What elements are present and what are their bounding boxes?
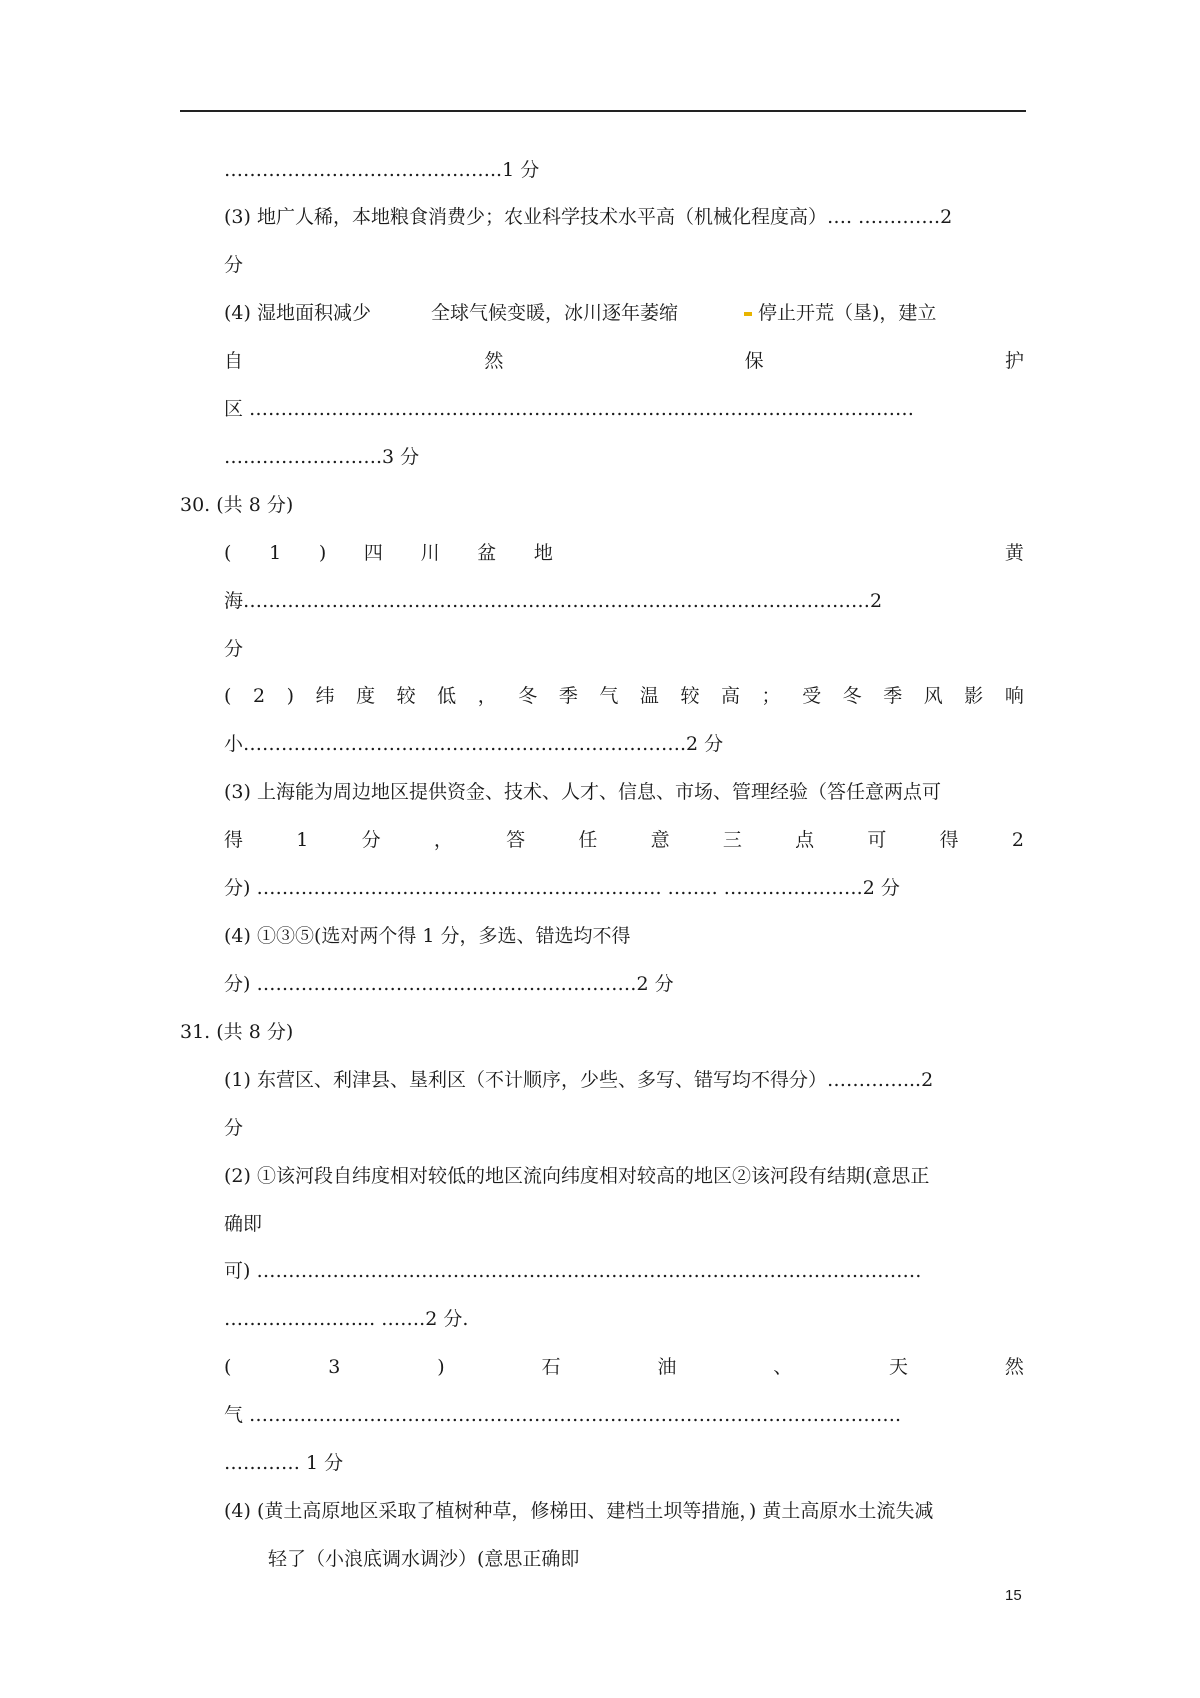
word: 川: [420, 542, 440, 564]
word: 纬: [315, 685, 335, 707]
word: 冬: [842, 685, 862, 707]
word: ): [318, 542, 327, 564]
word: 风: [923, 685, 943, 707]
answer-line: 确即: [224, 1213, 263, 1235]
word: 受: [802, 685, 822, 707]
answer-line: 小…………………………………………………………….2 分: [224, 733, 724, 755]
word: 黄: [1004, 542, 1024, 564]
word: 石: [541, 1356, 561, 1378]
word: 护: [1004, 350, 1024, 372]
word: 意: [650, 829, 670, 851]
answer-segment: (4) 湿地面积减少: [224, 302, 371, 324]
answer-line: 区 ……………………………………………………………………………………………: [224, 398, 915, 420]
word: ，: [477, 685, 497, 707]
word: 油: [657, 1356, 677, 1378]
word: 可: [867, 829, 887, 851]
word: 、: [773, 1356, 793, 1378]
word: 温: [639, 685, 659, 707]
answer-line: (3) 地广人稀，本地粮食消费少；农业科学技术水平高（机械化程度高）…. ………….2: [224, 206, 953, 228]
word: 任: [578, 829, 598, 851]
answer-line: 分: [224, 254, 244, 276]
word: (: [224, 685, 232, 707]
word: ): [286, 685, 294, 707]
word: 3: [328, 1356, 341, 1378]
word: 冬: [518, 685, 538, 707]
word: 然: [484, 350, 504, 372]
word: 三: [722, 829, 742, 851]
word: 盆: [477, 542, 497, 564]
word: 较: [396, 685, 416, 707]
answer-line: (1) 东营区、利津县、垦利区（不计顺序，少些、多写、错写均不得分）…………...2: [224, 1069, 934, 1091]
word: 较: [680, 685, 700, 707]
word: 天: [889, 1356, 909, 1378]
header-rule: [180, 110, 1026, 112]
justified-line: [224, 540, 1024, 566]
justified-line: [224, 827, 1024, 853]
answer-line: 可) ……………………………………………………………………………………………: [224, 1260, 922, 1282]
word: ；: [761, 685, 781, 707]
answer-line: ……………………………………..1 分: [224, 159, 540, 181]
answer-line: 分) ………………………………………………………. …….. ………………….2 分: [224, 877, 900, 899]
answer-line: 轻了（小浪底调水调沙）(意思正确即: [268, 1548, 580, 1570]
answer-line: 海………………………………………………………………………………………2: [224, 590, 883, 612]
word: 四: [363, 542, 383, 564]
question-heading: 31. (共 8 分): [180, 1021, 294, 1043]
word: 然: [1004, 1356, 1024, 1378]
justified-line: [224, 348, 1024, 374]
answer-line: (4) (黄土高原地区采取了植树种草，修梯田、建档土坝等措施，) 黄土高原水土流失减: [224, 1500, 934, 1522]
word: 自: [224, 350, 244, 372]
word: 高: [721, 685, 741, 707]
word: 点: [795, 829, 815, 851]
word: 2: [252, 685, 266, 707]
answer-line: …………………... …….2 分.: [224, 1308, 469, 1330]
word: ，: [433, 829, 453, 851]
answer-line: (2) ①该河段自纬度相对较低的地区流向纬度相对较高的地区②该河段有结期(意思正: [224, 1165, 930, 1187]
word: 1: [269, 542, 282, 564]
highlight-marker: [744, 312, 752, 316]
word: 地: [533, 542, 553, 564]
answer-line-q4: [224, 300, 1024, 326]
word: 分: [361, 829, 381, 851]
word: 答: [506, 829, 526, 851]
word: (: [224, 1356, 232, 1378]
word: 度: [356, 685, 376, 707]
word: 气: [599, 685, 619, 707]
answer-segment: 全球气候变暖，冰川逐年萎缩: [430, 302, 678, 324]
answer-segment: 停止开荒（垦)，建立: [757, 302, 937, 324]
answer-line: 分: [224, 1117, 244, 1139]
answer-line: 分) ……………………………………………………2 分: [224, 973, 674, 995]
answer-line: …………………….3 分: [224, 446, 420, 468]
word: 响: [1004, 685, 1024, 707]
word: 影: [964, 685, 984, 707]
word: (: [224, 542, 232, 564]
question-heading: 30. (共 8 分): [180, 494, 294, 516]
word: 季: [883, 685, 903, 707]
answer-line: 气 ………………………………………………………………………………………….: [224, 1404, 902, 1426]
word: 得: [939, 829, 959, 851]
word: 1: [296, 829, 309, 851]
word: 季: [558, 685, 578, 707]
word: 保: [744, 350, 764, 372]
word: 2: [1011, 829, 1024, 851]
answer-line: (4) ①③⑤(选对两个得 1 分，多选、错选均不得: [224, 925, 631, 947]
word: 低: [437, 685, 457, 707]
page-number: 15: [1005, 1587, 1022, 1604]
word: 得: [224, 829, 244, 851]
word: ): [437, 1356, 445, 1378]
justified-line: [224, 683, 1024, 709]
answer-line: ………… 1 分: [224, 1452, 344, 1474]
justified-line: [224, 1354, 1024, 1380]
answer-line: (3) 上海能为周边地区提供资金、技术、人才、信息、市场、管理经验（答任意两点可: [224, 781, 941, 803]
answer-line: 分: [224, 638, 244, 660]
